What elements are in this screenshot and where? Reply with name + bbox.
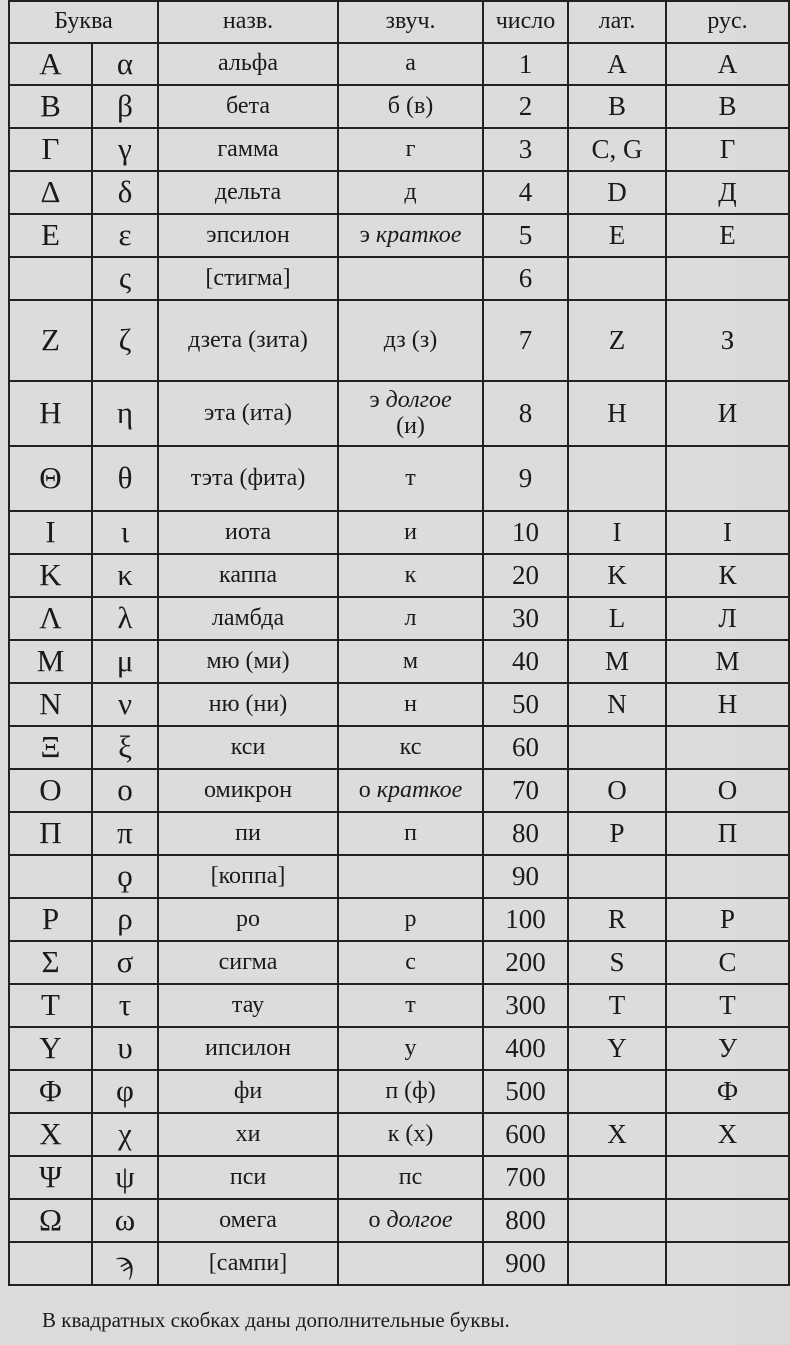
uppercase-letter: Π [9, 812, 92, 855]
lowercase-letter: λ [92, 597, 158, 640]
letter-name: пи [158, 812, 338, 855]
letter-sound [338, 257, 483, 300]
letter-sound [338, 300, 483, 381]
lowercase-letter: ξ [92, 726, 158, 769]
sound-qualifier: краткое [376, 776, 463, 803]
lowercase-letter: ϡ [92, 1242, 158, 1285]
lowercase-letter: ι [92, 511, 158, 554]
sound-value: о [368, 1206, 381, 1233]
russian-equivalent [666, 446, 789, 511]
table-row [9, 1113, 789, 1156]
sound-value: а [405, 50, 416, 77]
table-row [9, 726, 789, 769]
header-name: назв. [158, 1, 338, 43]
russian-equivalent: М [666, 640, 789, 683]
table-row [9, 214, 789, 257]
letter-name: иота [158, 511, 338, 554]
letter-name: ламбда [158, 597, 338, 640]
numeric-value: 4 [483, 171, 568, 214]
letter-sound [338, 1113, 483, 1156]
numeric-value: 2 [483, 85, 568, 128]
sound-value: б (в) [387, 92, 434, 119]
sound-value: о [358, 776, 371, 803]
latin-equivalent: R [568, 898, 666, 941]
letter-sound [338, 683, 483, 726]
letter-sound [338, 511, 483, 554]
numeric-value: 5 [483, 214, 568, 257]
numeric-value: 50 [483, 683, 568, 726]
letter-sound [338, 984, 483, 1027]
sound-value: с [405, 948, 416, 975]
table-row [9, 257, 789, 300]
sound-value: т [405, 464, 416, 491]
letter-sound [338, 1242, 483, 1285]
letter-sound [338, 381, 483, 446]
latin-equivalent: K [568, 554, 666, 597]
letter-sound [338, 1156, 483, 1199]
uppercase-letter: Ρ [9, 898, 92, 941]
table-row [9, 554, 789, 597]
russian-equivalent [666, 1242, 789, 1285]
header-sound: звуч. [338, 1, 483, 43]
latin-equivalent: H [568, 381, 666, 446]
russian-equivalent: Е [666, 214, 789, 257]
table-row [9, 1070, 789, 1113]
uppercase-letter [9, 257, 92, 300]
sound-value: м [402, 647, 419, 674]
letter-name: хи [158, 1113, 338, 1156]
uppercase-letter: Υ [9, 1027, 92, 1070]
table-row [9, 381, 789, 446]
letter-sound [338, 128, 483, 171]
uppercase-letter: Γ [9, 128, 92, 171]
letter-name: дзета (зита) [158, 300, 338, 381]
numeric-value: 600 [483, 1113, 568, 1156]
russian-equivalent [666, 726, 789, 769]
footnote: В квадратных скобках даны дополнительные буквы. [42, 1308, 510, 1332]
latin-equivalent: M [568, 640, 666, 683]
letter-sound [338, 640, 483, 683]
russian-equivalent: А [666, 43, 789, 85]
latin-equivalent: D [568, 171, 666, 214]
letter-name: тэта (фита) [158, 446, 338, 511]
lowercase-letter: ω [92, 1199, 158, 1242]
letter-name: эпсилон [158, 214, 338, 257]
russian-equivalent: Л [666, 597, 789, 640]
letter-sound [338, 85, 483, 128]
table-row [9, 984, 789, 1027]
table-row [9, 85, 789, 128]
uppercase-letter [9, 1242, 92, 1285]
table-row [9, 683, 789, 726]
table-row [9, 1027, 789, 1070]
letter-sound [338, 171, 483, 214]
russian-equivalent: Р [666, 898, 789, 941]
lowercase-letter: ψ [92, 1156, 158, 1199]
header-row [9, 1, 789, 43]
greek-alphabet-table [8, 0, 790, 1286]
letter-name: [сампи] [158, 1242, 338, 1285]
lowercase-letter: σ [92, 941, 158, 984]
lowercase-letter: η [92, 381, 158, 446]
numeric-value: 700 [483, 1156, 568, 1199]
latin-equivalent [568, 257, 666, 300]
table-row [9, 1242, 789, 1285]
letter-name: эта (ита) [158, 381, 338, 446]
uppercase-letter: Ψ [9, 1156, 92, 1199]
uppercase-letter: Χ [9, 1113, 92, 1156]
latin-equivalent [568, 1070, 666, 1113]
sound-value: дз (з) [383, 326, 438, 353]
letter-name: ню (ни) [158, 683, 338, 726]
sound-value: п (ф) [385, 1077, 436, 1104]
lowercase-letter: ο [92, 769, 158, 812]
letter-name: омикрон [158, 769, 338, 812]
numeric-value: 400 [483, 1027, 568, 1070]
letter-name: альфа [158, 43, 338, 85]
letter-name: бета [158, 85, 338, 128]
russian-equivalent: О [666, 769, 789, 812]
sound-value: д [404, 178, 417, 205]
numeric-value: 200 [483, 941, 568, 984]
uppercase-letter [9, 855, 92, 898]
letter-name: [стигма] [158, 257, 338, 300]
russian-equivalent: И [666, 381, 789, 446]
letter-name: сигма [158, 941, 338, 984]
letter-name: [коппа] [158, 855, 338, 898]
table-row [9, 898, 789, 941]
letter-name: ипсилон [158, 1027, 338, 1070]
uppercase-letter: Ο [9, 769, 92, 812]
numeric-value: 1 [483, 43, 568, 85]
latin-equivalent [568, 855, 666, 898]
letter-name: тау [158, 984, 338, 1027]
latin-equivalent [568, 1156, 666, 1199]
header-number: число [483, 1, 568, 43]
numeric-value: 80 [483, 812, 568, 855]
lowercase-letter: ζ [92, 300, 158, 381]
uppercase-letter: Σ [9, 941, 92, 984]
russian-equivalent: В [666, 85, 789, 128]
lowercase-letter: δ [92, 171, 158, 214]
latin-equivalent: Z [568, 300, 666, 381]
lowercase-letter: ς [92, 257, 158, 300]
lowercase-letter: ρ [92, 898, 158, 941]
table-row [9, 597, 789, 640]
letter-sound [338, 554, 483, 597]
sound-value: т [405, 991, 416, 1018]
letter-sound [338, 43, 483, 85]
sound-value: к [404, 561, 417, 588]
numeric-value: 30 [483, 597, 568, 640]
lowercase-letter: τ [92, 984, 158, 1027]
letter-name: дельта [158, 171, 338, 214]
numeric-value: 8 [483, 381, 568, 446]
table-row [9, 812, 789, 855]
uppercase-letter: Κ [9, 554, 92, 597]
sound-value: к (х) [387, 1120, 434, 1147]
numeric-value: 70 [483, 769, 568, 812]
sound-value: р [404, 905, 417, 932]
lowercase-letter: χ [92, 1113, 158, 1156]
letter-sound [338, 1070, 483, 1113]
latin-equivalent: Y [568, 1027, 666, 1070]
table-body [9, 43, 789, 1285]
russian-equivalent: Ф [666, 1070, 789, 1113]
sound-qualifier: краткое [375, 221, 462, 248]
latin-equivalent [568, 1199, 666, 1242]
numeric-value: 900 [483, 1242, 568, 1285]
russian-equivalent: І [666, 511, 789, 554]
uppercase-letter: Τ [9, 984, 92, 1027]
letter-sound [338, 769, 483, 812]
latin-equivalent: T [568, 984, 666, 1027]
letter-sound [338, 855, 483, 898]
russian-equivalent: Н [666, 683, 789, 726]
header-latin: лат. [568, 1, 666, 43]
table-row [9, 171, 789, 214]
russian-equivalent: С [666, 941, 789, 984]
russian-equivalent: Д [666, 171, 789, 214]
numeric-value: 40 [483, 640, 568, 683]
numeric-value: 10 [483, 511, 568, 554]
russian-equivalent [666, 1199, 789, 1242]
letter-name: кси [158, 726, 338, 769]
latin-equivalent: P [568, 812, 666, 855]
latin-equivalent: N [568, 683, 666, 726]
numeric-value: 300 [483, 984, 568, 1027]
sound-value: кс [399, 733, 422, 760]
latin-equivalent: X [568, 1113, 666, 1156]
latin-equivalent [568, 1242, 666, 1285]
sound-value: и [404, 518, 417, 545]
letter-sound [338, 1027, 483, 1070]
uppercase-letter: Ν [9, 683, 92, 726]
russian-equivalent: Г [666, 128, 789, 171]
latin-equivalent: E [568, 214, 666, 257]
table-row [9, 511, 789, 554]
uppercase-letter: Α [9, 43, 92, 85]
letter-sound [338, 1199, 483, 1242]
table-row [9, 855, 789, 898]
table-row [9, 769, 789, 812]
russian-equivalent: К [666, 554, 789, 597]
table-row [9, 43, 789, 85]
sound-value: э [359, 221, 370, 248]
header-russian: рус. [666, 1, 789, 43]
lowercase-letter: φ [92, 1070, 158, 1113]
table-row [9, 941, 789, 984]
russian-equivalent: У [666, 1027, 789, 1070]
latin-equivalent [568, 726, 666, 769]
latin-equivalent: I [568, 511, 666, 554]
russian-equivalent: П [666, 812, 789, 855]
letter-name: омега [158, 1199, 338, 1242]
russian-equivalent: Х [666, 1113, 789, 1156]
uppercase-letter: Θ [9, 446, 92, 511]
numeric-value: 20 [483, 554, 568, 597]
sound-value: л [404, 604, 417, 631]
letter-name: мю (ми) [158, 640, 338, 683]
lowercase-letter: π [92, 812, 158, 855]
lowercase-letter: γ [92, 128, 158, 171]
latin-equivalent: B [568, 85, 666, 128]
uppercase-letter: Μ [9, 640, 92, 683]
russian-equivalent [666, 1156, 789, 1199]
russian-equivalent [666, 257, 789, 300]
letter-name: пси [158, 1156, 338, 1199]
numeric-value: 7 [483, 300, 568, 381]
letter-sound [338, 446, 483, 511]
uppercase-letter: Ι [9, 511, 92, 554]
latin-equivalent: O [568, 769, 666, 812]
sound-value: н [404, 690, 417, 717]
letter-name: гамма [158, 128, 338, 171]
table-row [9, 640, 789, 683]
lowercase-letter: κ [92, 554, 158, 597]
letter-sound [338, 726, 483, 769]
letter-name: фи [158, 1070, 338, 1113]
letter-sound [338, 214, 483, 257]
latin-equivalent: L [568, 597, 666, 640]
letter-sound [338, 941, 483, 984]
table-row [9, 1199, 789, 1242]
numeric-value: 3 [483, 128, 568, 171]
uppercase-letter: Ζ [9, 300, 92, 381]
numeric-value: 9 [483, 446, 568, 511]
uppercase-letter: Ω [9, 1199, 92, 1242]
sound-qualifier: долгое [385, 387, 452, 414]
lowercase-letter: ϙ [92, 855, 158, 898]
table-row [9, 1156, 789, 1199]
lowercase-letter: α [92, 43, 158, 85]
sound-qualifier: долгое [386, 1206, 453, 1233]
uppercase-letter: Β [9, 85, 92, 128]
russian-equivalent [666, 855, 789, 898]
uppercase-letter: Ξ [9, 726, 92, 769]
numeric-value: 6 [483, 257, 568, 300]
table-row [9, 128, 789, 171]
numeric-value: 100 [483, 898, 568, 941]
sound-value: э [369, 387, 380, 414]
sound-value: у [404, 1034, 417, 1061]
lowercase-letter: θ [92, 446, 158, 511]
letter-name: каппа [158, 554, 338, 597]
lowercase-letter: ε [92, 214, 158, 257]
header-letter: Буква [9, 1, 158, 43]
sound-value: г [405, 135, 416, 162]
uppercase-letter: Φ [9, 1070, 92, 1113]
lowercase-letter: β [92, 85, 158, 128]
numeric-value: 60 [483, 726, 568, 769]
russian-equivalent: Т [666, 984, 789, 1027]
table-row [9, 300, 789, 381]
uppercase-letter: Δ [9, 171, 92, 214]
latin-equivalent: A [568, 43, 666, 85]
uppercase-letter: Λ [9, 597, 92, 640]
sound-alt: (и) [396, 412, 425, 439]
letter-name: ро [158, 898, 338, 941]
lowercase-letter: μ [92, 640, 158, 683]
letter-sound [338, 898, 483, 941]
russian-equivalent: З [666, 300, 789, 381]
lowercase-letter: ν [92, 683, 158, 726]
sound-value: п [404, 819, 417, 846]
letter-sound [338, 812, 483, 855]
letter-sound [338, 597, 483, 640]
uppercase-letter: Η [9, 381, 92, 446]
numeric-value: 500 [483, 1070, 568, 1113]
uppercase-letter: Ε [9, 214, 92, 257]
numeric-value: 90 [483, 855, 568, 898]
latin-equivalent: C, G [568, 128, 666, 171]
latin-equivalent [568, 446, 666, 511]
sound-value: пс [398, 1163, 423, 1190]
lowercase-letter: υ [92, 1027, 158, 1070]
table-row [9, 446, 789, 511]
latin-equivalent: S [568, 941, 666, 984]
numeric-value: 800 [483, 1199, 568, 1242]
